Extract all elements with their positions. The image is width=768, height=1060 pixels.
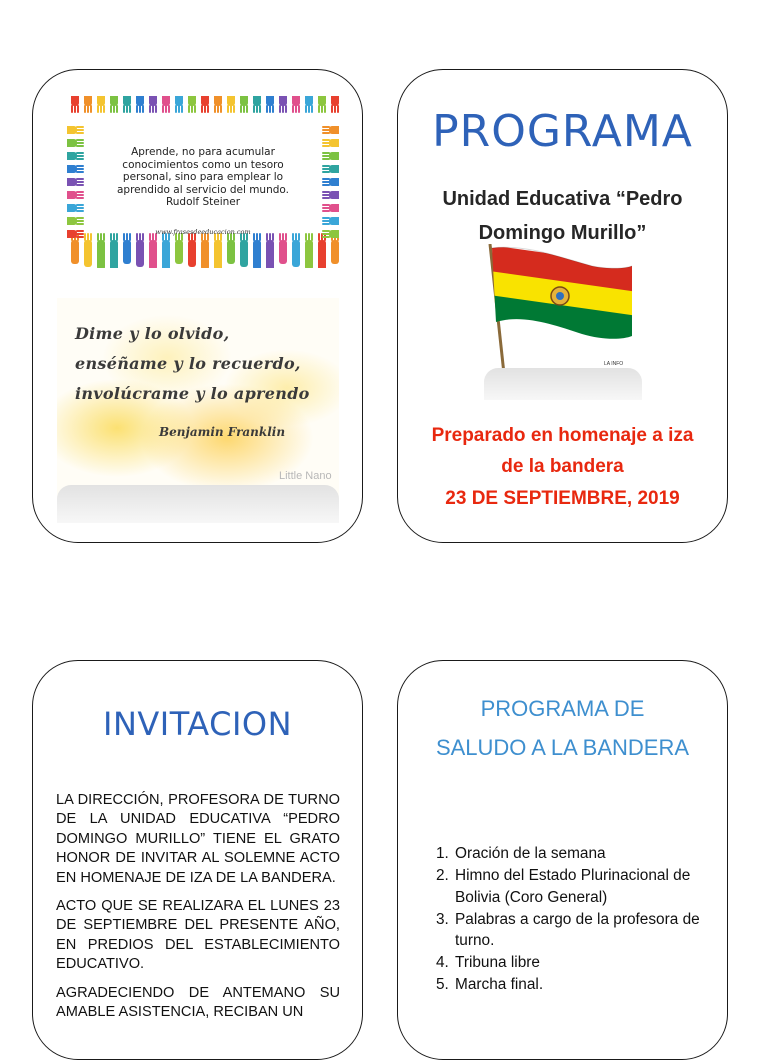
salute-title-line: PROGRAMA DE [480,696,645,721]
hand-icon [305,96,313,113]
hand-icon [136,233,144,267]
hand-icon [305,233,313,268]
hand-icon [84,96,92,113]
hand-icon [292,233,300,267]
salute-program-title [398,689,727,767]
hand-icon [188,96,196,113]
hand-icon [97,233,105,268]
hand-icon [279,96,287,113]
hand-icon [136,96,144,113]
hand-icon [67,178,84,186]
hand-icon [322,204,339,212]
quote-line: Aprende, no para acumular [131,146,275,158]
item-number: 5. [436,976,449,993]
program-cover-card [397,69,728,543]
item-text: Himno del Estado Plurinacional de Bolivia (Coro General) [455,867,691,906]
hand-icon [71,96,79,113]
hand-icon [331,96,339,113]
program-title: PROGRAMA [432,106,693,157]
hand-icon [162,233,170,268]
hand-icon [110,96,118,113]
hand-icon [67,191,84,199]
image-reflection [484,368,642,400]
item-text: Oración de la semana [455,845,606,862]
hand-icon [214,233,222,268]
hand-icon [227,96,235,113]
hand-icon [322,139,339,147]
quote-line: involúcrame y lo aprendo [75,384,310,403]
homage-line: Preparado en homenaje a iza [431,425,694,446]
school-name-line: Unidad Educativa “Pedro [442,188,683,210]
item-number: 4. [436,954,449,971]
hand-icon [266,96,274,113]
hand-icon [227,233,235,264]
bolivia-flag-icon [482,244,642,380]
hand-icon [110,233,118,268]
hand-icon [67,230,84,238]
hand-icon [322,230,339,238]
quote-author: Rudolf Steiner [165,196,241,208]
hand-icon [240,96,248,113]
hand-icon [67,217,84,225]
salute-title-line: SALUDO A LA BANDERA [435,735,690,760]
school-name-line: Domingo Murillo” [478,222,647,244]
invitation-title: INVITACION [103,705,292,743]
item-text: Palabras a cargo de la profesora de turno. [455,910,700,949]
hand-icon [201,96,209,113]
item-text: Marcha final. [455,976,544,993]
list-item [436,974,714,996]
hand-icon [279,233,287,264]
salute-program-card [397,660,728,1060]
hand-icon [84,233,92,267]
hand-icon [67,126,84,134]
hand-icon [322,178,339,186]
flag-caption: LA INFO [604,361,624,367]
hand-icon [149,96,157,113]
invitation-paragraph: ACTO QUE SE REALIZARA EL LUNES 23 DE SEPTIEMBRE DEL PRESENTE AÑO, EN PREDIOS DEL ESTABLECIMIENTO EDUCATIVO. [56,898,340,973]
invitation-paragraph: LA DIRECCIÓN, PROFESORA DE TURNO DE LA UNIDAD EDUCATIVA “PEDRO DOMINGO MURILLO” TIENE EL GRATO HONOR DE INVITAR AL SOLEMNE ACTO EN HOMENAJE DE IZA DE LA BANDERA. [56,792,340,886]
list-item [436,909,714,952]
hand-icon [201,233,209,268]
program-list [436,843,714,996]
quote-line: Dime y lo olvido, [75,324,230,343]
hand-icon [188,233,196,267]
hand-icon [149,233,157,268]
invitation-body [56,791,340,1031]
quote-line: enséñame y lo recuerdo, [75,354,301,373]
item-number: 2. [436,867,449,884]
list-item [436,865,714,908]
hand-icon [253,96,261,113]
quote-author: Benjamin Franklin [159,425,286,439]
hand-icon [97,96,105,113]
invitation-card [32,660,363,1060]
invitation-paragraph: AGRADECIENDO DE ANTEMANO SU AMABLE ASISTENCIA, RECIBAN UN [56,984,340,1021]
hand-icon [318,96,326,113]
homage-line: de la bandera [501,456,624,477]
homage-text [398,420,727,482]
quote-line: aprendido al servicio del mundo. [117,183,289,196]
item-number: 3. [436,910,449,928]
quotes-card [32,69,363,543]
item-text: Tribuna libre [455,954,540,971]
school-name [398,182,727,250]
hand-icon [162,96,170,113]
watermark: Little Nano [279,470,332,482]
hand-icon [175,233,183,264]
event-date: 23 DE SEPTIEMBRE, 2019 [445,488,680,509]
hand-icon [322,217,339,225]
hand-icon [322,165,339,173]
hand-icon [240,233,248,267]
item-number: 1. [436,845,449,862]
list-item [436,952,714,974]
hand-icon [175,96,183,113]
hand-icon [123,233,131,264]
hand-icon [67,152,84,160]
hand-icon [266,233,274,268]
steiner-quote-image [67,96,339,268]
quote-source-url: www.frasesdeeducacion.com [155,228,251,236]
hand-icon [322,191,339,199]
quote-line: personal, sino para emplear lo [122,171,284,183]
hand-icon [67,165,84,173]
hand-icon [67,139,84,147]
hand-icon [318,233,326,268]
quote-line: conocimientos como un tesoro [122,158,284,171]
hand-icon [253,233,261,268]
hand-icon [214,96,222,113]
hand-icon [292,96,300,113]
image-reflection [57,485,339,523]
hand-icon [67,204,84,212]
hand-icon [123,96,131,113]
steiner-quote-text [111,146,295,209]
list-item [436,843,714,865]
hand-icon [322,126,339,134]
hand-icon [322,152,339,160]
